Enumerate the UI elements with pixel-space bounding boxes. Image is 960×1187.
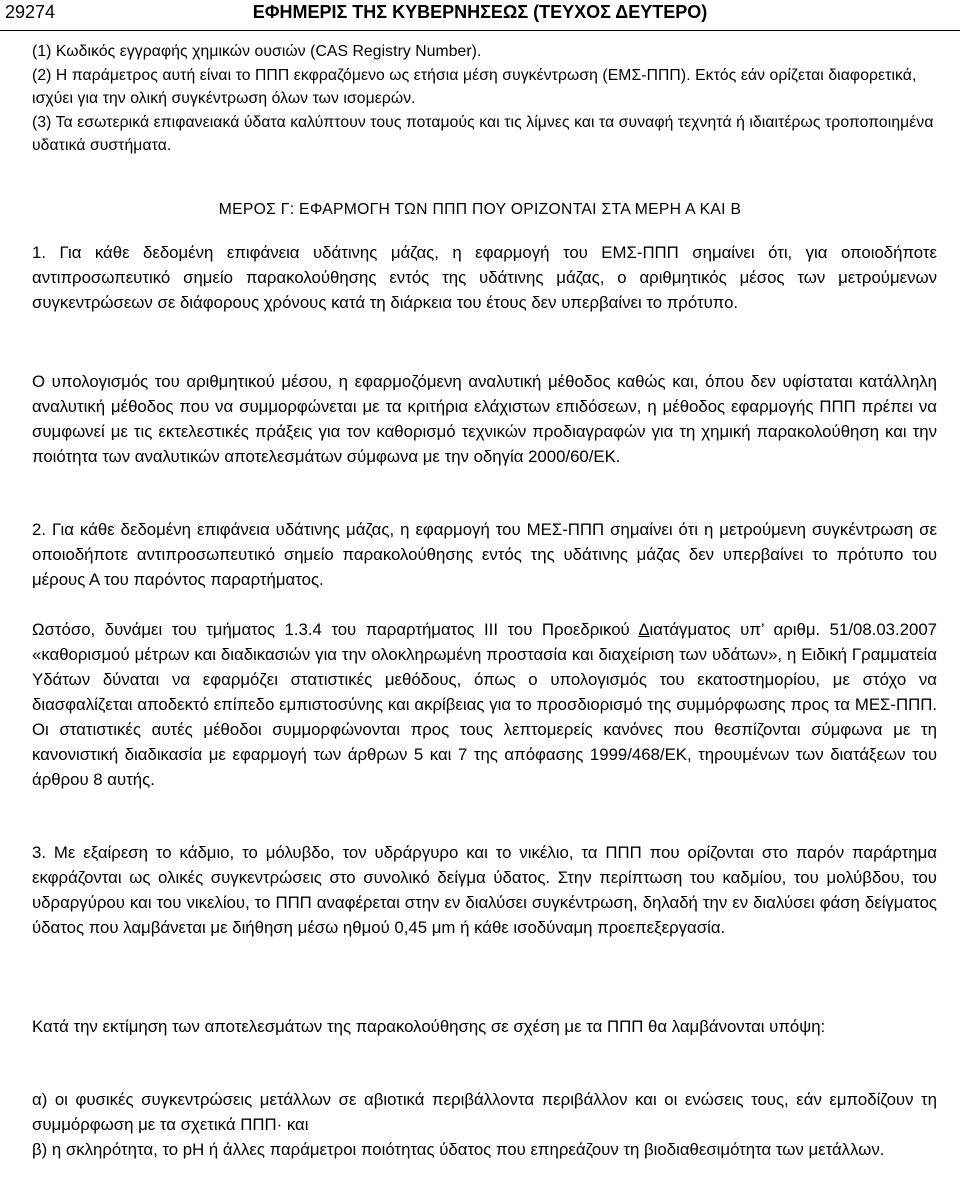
paragraph-7-text: α) οι φυσικές συγκεντρώσεις μετάλλων σε αβιοτικά περιβάλλοντα περιβάλλον και οι ενώσεις τους, εάν εμποδίζουν τη συμμόρφωση με τα σχετικά ΠΠΠ· και [32, 1090, 937, 1134]
paragraph-7 [32, 1087, 937, 1137]
gazette-title: ΕΦΗΜΕΡΙΣ ΤΗΣ ΚΥΒΕΡΝΗΣΕΩΣ (ΤΕΥΧΟΣ ΔΕΥΤΕΡΟ) [252, 2, 708, 22]
paragraph-2-text: Ο υπολογισμός του αριθμητικού μέσου, η εφαρμοζόμενη αναλυτική μέθοδος καθώς και, όπου δεν υφίσταται κατάλληλη αναλυτική μέθοδος που να συμμορφώνεται με τα κριτήρια ελάχιστων επιδόσεων, η μέθοδος εφαρμογής ΠΠΠ πρέπει να συμφωνεί με τις εκτελεστικές πράξεις για τον καθορισμό τεχνικών προδιαγραφών για τη χημική παρακολούθηση και την ποιότητα των αναλυτικών αποτελεσμάτων σύμφωνα με την οδηγία 2000/60/ΕΚ. [32, 372, 937, 466]
footnote-1: (1) Κωδικός εγγραφής χημικών ουσιών (CAS Registry Number). [32, 43, 482, 60]
footnote-3: (3) Τα εσωτερικά επιφανειακά ύδατα καλύπτουν τους ποταμούς και τις λίμνες και τα συναφή τεχνητά ή ιδιαιτέρως τροποποιημένα υδατικά συστήματα. [32, 113, 934, 155]
page-number: 29274 [5, 2, 56, 22]
paragraph-5-text: 3. Με εξαίρεση το κάδμιο, το μόλυβδο, τον υδράργυρο και το νικέλιο, τα ΠΠΠ που ορίζονται στο παρόν παράρτημα εκφράζονται ως ολικές συγκεντρώσεις στο συνολικό δείγμα ύδατος. Στην περίπτωση του καδμίου, του μολύβδου, του υδραργύρου και του νικελίου, το ΠΠΠ αναφέρεται στην εν διαλύσει συγκέντρωση, δηλαδή την εν διαλύσει φάση δείγματος ύδατος που λαμβάνεται με διήθηση μέσω ηθμού 0,45 μm ή κάθε ισοδύναμη προεπεξεργασία. [32, 843, 937, 937]
paragraph-6 [32, 1014, 937, 1039]
page-header [0, 0, 960, 31]
paragraph-3 [32, 517, 937, 592]
paragraph-1-text: 1. Για κάθε δεδομένη επιφάνεια υδάτινης μάζας, η εφαρμογή του ΕΜΣ-ΠΠΠ σημαίνει ότι, για οποιοδήποτε αντιπροσωπευτικό σημείο παρακολούθησης εντός της υδάτινης μάζας, ο αριθμητικός μέσος των μετρούμενων συγκεντρώσεων σε διάφορους χρόνους κατά τη διάρκεια του έτους δεν υπερβαίνει το πρότυπο. [32, 243, 937, 312]
paragraph-4-pre: Ωστόσο, δυνάμει του τμήματος 1.3.4 του παραρτήματος ΙΙΙ του Προεδρικού [32, 620, 639, 639]
section-title: ΜΕΡΟΣ Γ: ΕΦΑΡΜΟΓΗ ΤΩΝ ΠΠΠ ΠΟΥ ΟΡΙΖΟΝΤΑΙ ΣΤΑ ΜΕΡΗ Α ΚΑΙ Β [218, 201, 742, 218]
paragraph-1 [32, 240, 937, 315]
paragraph-2 [32, 369, 937, 469]
paragraph-4-post: ιατάγματος υπ’ αριθμ. 51/08.03.2007 «καθορισμού μέτρων και διαδικασιών για την ολοκληρωμένη προστασία και διαχείριση των υδάτων», η Ειδική Γραμματεία Υδάτων δύναται να εφαρμόζει στατιστικές μεθόδους, όπως ο υπολογισμός του εκατοστημορίου, με στόχο να διασφαλίζεται αποδεκτό επίπεδο εμπιστοσύνης και ακρίβειας για το προσδιορισμό της συμμόρφωσης προς τα ΜΕΣ-ΠΠΠ. Οι στατιστικές αυτές μέθοδοι συμμορφώνονται προς τους λεπτομερείς κανόνες που θεσπίζονται σύμφωνα με τη κανονιστική διαδικασία με εφαρμογή των άρθρων 5 και 7 της απόφασης 1999/468/ΕΚ, τηρουμένων των διατάξεων του άρθρου 8 αυτής. [32, 620, 937, 789]
paragraph-4-text [32, 617, 937, 792]
paragraph-6-text: Κατά την εκτίμηση των αποτελεσμάτων της παρακολούθησης σε σχέση με τα ΠΠΠ θα λαμβάνονται υπόψη: [32, 1017, 826, 1036]
paragraph-4 [32, 617, 937, 792]
footnotes [32, 40, 937, 158]
footnote-2: (2) Η παράμετρος αυτή είναι το ΠΠΠ εκφραζόμενο ως ετήσια μέση συγκέντρωση (ΕΜΣ-ΠΠΠ). Εκτός εάν ορίζεται διαφορετικά, ισχύει για την ολική συγκέντρωση όλων των ισομερών. [32, 66, 917, 108]
paragraph-5 [32, 840, 937, 940]
paragraph-8-text: β) η σκληρότητα, το pH ή άλλες παράμετροι ποιότητας ύδατος που επηρεάζουν τη βιοδιαθεσιμότητα των μετάλλων. [32, 1140, 885, 1159]
paragraph-8 [32, 1137, 937, 1162]
paragraph-3-text: 2. Για κάθε δεδομένη επιφάνεια υδάτινης μάζας, η εφαρμογή του ΜΕΣ-ΠΠΠ σημαίνει ότι η μετρούμενη συγκέντρωση σε οποιοδήποτε αντιπροσωπευτικό σημείο παρακολούθησης εντός της υδάτινης μάζας δεν υπερβαίνει το πρότυπο του μέρους Α του παρόντος παραρτήματος. [32, 520, 937, 589]
paragraph-4-underlined: Δ [638, 620, 650, 639]
